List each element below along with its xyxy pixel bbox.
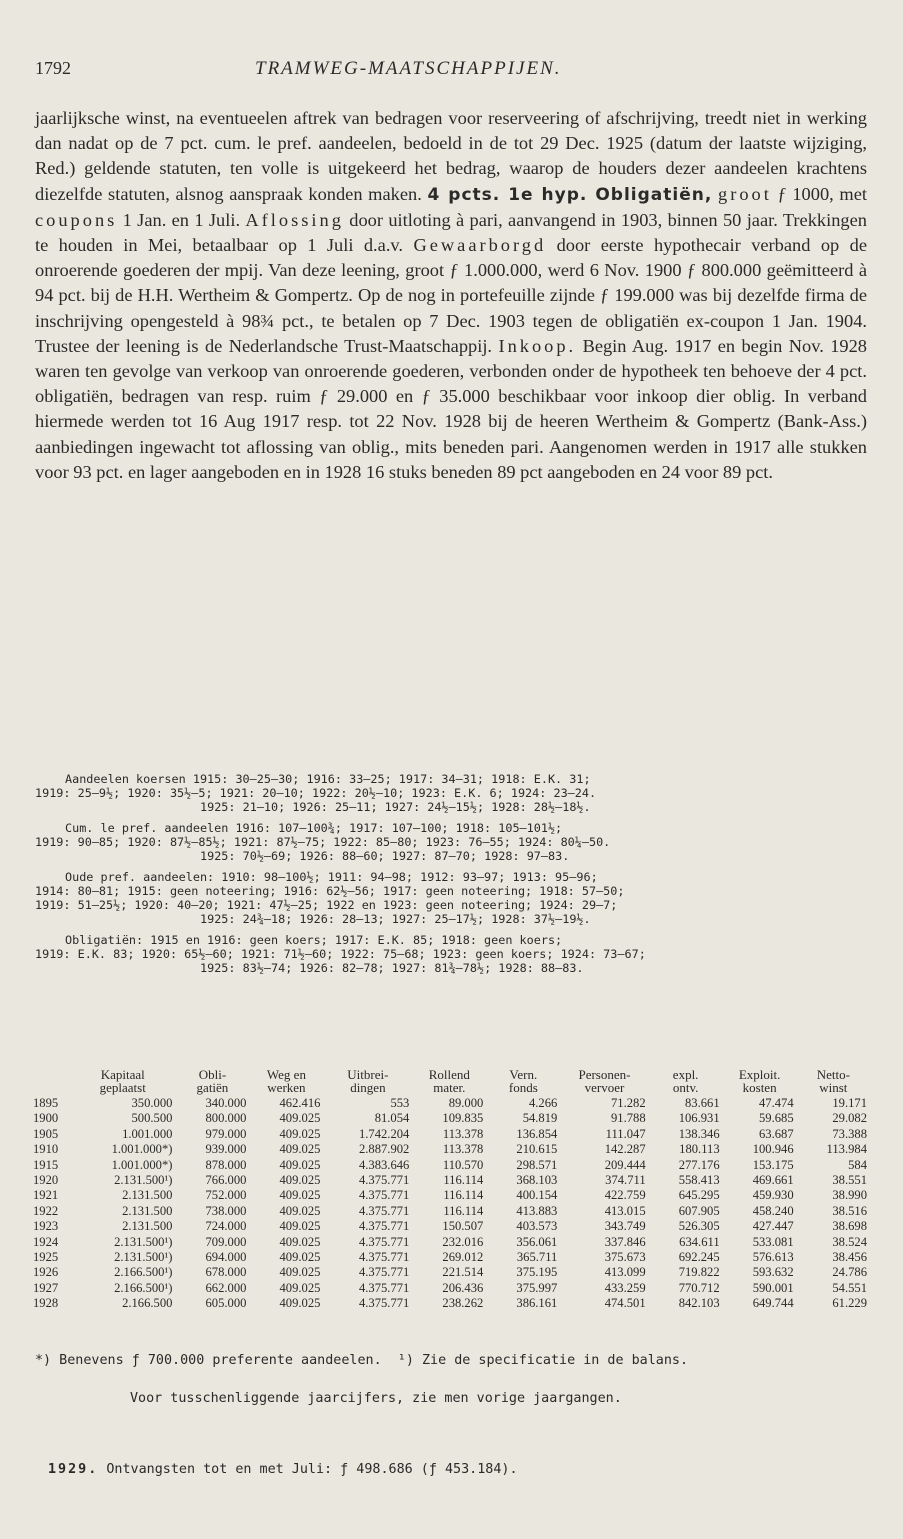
quotation-line: 1919: 51—25½; 1920: 40—20; 1921: 47½—25; 1922 en 1923: geen noteering; 1924: 29—7; (35, 898, 618, 912)
table-cell: 526.305 (678, 1219, 720, 1234)
table-cell: 409.025 (279, 1126, 321, 1141)
table-cell: 374.711 (605, 1173, 646, 1188)
column-header (412, 1068, 486, 1096)
page-number: 1792 (35, 58, 71, 78)
table-cell: 2.131.500¹) (114, 1173, 173, 1188)
table-cell: 719.822 (678, 1265, 720, 1280)
table-cell: 386.161 (516, 1296, 558, 1311)
table-cell: 607.905 (678, 1203, 720, 1218)
bond-heading: 4 pcts. 1e hyp. Obligatiën, (427, 184, 713, 205)
column-header-line: Obli- (198, 1067, 227, 1082)
table-cell: 4.375.771 (358, 1280, 410, 1295)
table-cell: 590.001 (752, 1280, 794, 1295)
table-cell: 4.375.771 (358, 1188, 410, 1203)
table-cell: 1.742.204 (358, 1126, 410, 1141)
spaced-term-coupons: coupons (35, 209, 118, 230)
column-header-line: vervoer (584, 1080, 625, 1095)
column-header (30, 1068, 70, 1096)
column-header-line: mater. (433, 1080, 466, 1095)
column-header (175, 1068, 249, 1096)
quotation-line: 1919: 25—9½; 1920: 35½—5; 1921: 20—10; 1922: 20½—10; 1923: E.K. 6; 1924: 23—24. (35, 786, 597, 800)
table-cell: 209.444 (604, 1157, 646, 1172)
paragraph-text: Begin Aug. 1917 en begin Nov. 1928 waren ten gevolge van verkoop van onroerende goederen, verbonden onder de hypotheek ten behoeve der 4 pct. obligatiën, bedragen van resp. ruim ƒ 29.000 en ƒ 35.000 beschikbaar voor inkoop dier oblig. In verband hiermede werden tot 16 Aug 1917 resp. tot 22 Nov. 1928 bij de heeren Wertheim & Gompertz (Bank-Ass.) aanbiedingen ingewacht tot aflossing van oblig., mits beneden pari. Aangenomen werden in 1917 alle stukken voor 93 pct. en lager aangeboden en in 1928 16 stuks beneden 89 pct aangeboden en 24 voor 89 pct. (35, 335, 867, 482)
quotation-block-cum-pref (35, 821, 867, 863)
table-cell: 38.551 (832, 1173, 867, 1188)
table-cell: 221.514 (442, 1265, 484, 1280)
table-cell: 298.571 (516, 1157, 558, 1172)
table-cell: 409.025 (279, 1142, 321, 1157)
interim-receipts (48, 1462, 518, 1477)
table-body (30, 1096, 870, 1312)
table-cell: 59.685 (758, 1111, 794, 1126)
table-cell: 113.378 (442, 1126, 484, 1141)
table-cell: 469.661 (752, 1173, 794, 1188)
main-paragraph (35, 106, 867, 485)
financial-table (30, 1068, 870, 1312)
table-cell: 113.984 (826, 1142, 867, 1157)
column-header-line: Vern. (509, 1067, 538, 1082)
column-header (723, 1068, 797, 1096)
table-cell: 136.854 (516, 1126, 558, 1141)
year-cell: 1922 (33, 1203, 59, 1218)
table-cell: 400.154 (516, 1188, 558, 1203)
table-cell: 2.166.500¹) (114, 1280, 173, 1295)
table-row (30, 1235, 870, 1250)
table-cell: 71.282 (610, 1096, 646, 1110)
table-cell: 709.000 (205, 1234, 247, 1249)
bond-heading-size: groot (718, 183, 772, 204)
table-cell: 584 (848, 1157, 867, 1172)
table-cell: 1.001.000*) (111, 1142, 173, 1157)
table-row (30, 1265, 870, 1280)
table-row (30, 1250, 870, 1265)
table-cell: 269.012 (442, 1250, 484, 1265)
table-cell: 409.025 (279, 1203, 321, 1218)
table-cell: 1.001.000*) (111, 1157, 173, 1172)
table-cell: 91.788 (610, 1111, 646, 1126)
table-cell: 116.114 (443, 1188, 484, 1203)
column-header-line: werken (267, 1080, 306, 1095)
table-cell: 533.081 (752, 1234, 794, 1249)
table-row (30, 1111, 870, 1126)
column-header (486, 1068, 560, 1096)
column-header-line: fonds (508, 1080, 538, 1095)
table-cell: 2.887.902 (358, 1142, 410, 1157)
table-cell: 38.990 (832, 1188, 867, 1203)
table-cell: 368.103 (516, 1173, 558, 1188)
table-cell: 409.025 (279, 1219, 321, 1234)
table-cell: 576.613 (752, 1250, 794, 1265)
column-header-line: ontv. (672, 1080, 699, 1095)
table-cell: 1.001.000 (122, 1126, 173, 1141)
quotation-block-aandeelen (35, 772, 867, 814)
table-row (30, 1219, 870, 1234)
table-cell: 409.025 (279, 1188, 321, 1203)
table-cell: 409.025 (279, 1111, 321, 1126)
quotation-line: 1925: 21—10; 1926: 25—11; 1927: 24½—15½; 1928: 28½—18½. (200, 800, 591, 814)
table-cell: 116.114 (443, 1203, 484, 1218)
column-header-line: gatiën (196, 1080, 229, 1095)
column-header-line: Rollend (428, 1067, 470, 1082)
table-cell: 4.375.771 (358, 1296, 410, 1311)
column-header-line: Kapitaal (100, 1067, 145, 1082)
table-cell: 113.378 (442, 1142, 484, 1157)
table-cell: 375.195 (516, 1265, 558, 1280)
table-cell: 110.570 (442, 1157, 484, 1172)
table-row (30, 1188, 870, 1203)
table-cell: 2.131.500 (122, 1203, 173, 1218)
table-cell: 38.698 (832, 1219, 867, 1234)
page-header (35, 58, 870, 86)
year-cell: 1921 (33, 1188, 59, 1203)
table-cell: 752.000 (205, 1188, 247, 1203)
table-cell: 766.000 (205, 1173, 247, 1188)
table-cell: 409.025 (279, 1250, 321, 1265)
table-cell: 2.131.500¹) (114, 1234, 173, 1249)
column-header (249, 1068, 323, 1096)
table-row (30, 1096, 870, 1111)
table-cell: 54.819 (522, 1111, 558, 1126)
table-cell: 878.000 (205, 1157, 247, 1172)
quotation-line: Cum. le pref. aandeelen 1916: 107—100¾; 1917: 107—100; 1918: 105—101½; (65, 821, 563, 835)
table-cell: 232.016 (442, 1234, 484, 1249)
table-row (30, 1142, 870, 1157)
running-title: TRAMWEG-MAATSCHAPPIJEN. (255, 58, 562, 79)
table-cell: 409.025 (279, 1157, 321, 1172)
table-cell: 375.673 (604, 1250, 646, 1265)
column-header-line: Netto- (816, 1067, 850, 1082)
table-cell: 38.456 (832, 1250, 867, 1265)
column-header (649, 1068, 723, 1096)
quotation-block-obligatien (35, 933, 867, 975)
table-cell: 409.025 (279, 1296, 321, 1311)
quotation-block-oude-pref (35, 870, 867, 926)
table-cell: 427.447 (752, 1219, 794, 1234)
table-cell: 409.025 (279, 1280, 321, 1295)
table-cell: 2.166.500¹) (114, 1265, 173, 1280)
price-quotations (35, 772, 867, 982)
table-row (30, 1158, 870, 1173)
quotation-line: Oude pref. aandeelen: 1910: 98—100½; 1911: 94—98; 1912: 93—97; 1913: 95—96; (65, 870, 598, 884)
table-cell: 63.687 (758, 1126, 794, 1141)
table-cell: 4.375.771 (358, 1234, 410, 1249)
table-cell: 553 (390, 1096, 410, 1110)
table-cell: 422.759 (604, 1188, 646, 1203)
table-cell: 4.266 (528, 1096, 558, 1110)
table-cell: 150.507 (442, 1219, 484, 1234)
year-cell: 1900 (33, 1111, 59, 1126)
column-header-line: Weg en (266, 1067, 306, 1082)
footnote-line: *) Benevens ƒ 700.000 preferente aandeelen. ¹) Zie de specificatie in de balans. (35, 1353, 689, 1368)
column-header-line: kosten (742, 1080, 777, 1095)
table-cell: 800.000 (205, 1111, 247, 1126)
table-cell: 2.131.500 (122, 1188, 173, 1203)
table-cell: 24.786 (832, 1265, 867, 1280)
year-cell: 1895 (33, 1096, 59, 1110)
table-cell: 153.175 (752, 1157, 794, 1172)
table-cell: 83.661 (684, 1096, 720, 1110)
table-cell: 459.930 (752, 1188, 794, 1203)
table-cell: 210.615 (516, 1142, 558, 1157)
table-cell: 2.131.500¹) (114, 1250, 173, 1265)
interim-text: Ontvangsten tot en met Juli: ƒ 498.686 (ƒ 453.184). (106, 1462, 518, 1477)
table-cell: 106.931 (678, 1111, 720, 1126)
table-cell: 350.000 (131, 1096, 173, 1110)
table-cell: 2.166.500 (122, 1296, 173, 1311)
table-cell: 724.000 (205, 1219, 247, 1234)
footnote-reference: Voor tusschenliggende jaarcijfers, zie men vorige jaargangen. (130, 1391, 622, 1406)
paragraph-text: jaarlijksche winst, na eventueelen aftrek van bedragen voor reserveering of afschrijving, treedt niet in werking dan nadat op de 7 pct. cum. le pref. aandeelen, bedoeld in de tot 29 Dec. 1925 (datum der laatste wijziging, Red.) geldende statuten, ten volle is uitgekeerd het bedrag, waarop de houders dezer aandeelen krachtens diezelfde statuten, alsnog aanspraak konden maken. (35, 108, 867, 204)
table-cell: 206.436 (442, 1280, 484, 1295)
quotation-line: 1925: 83½—74; 1926: 82—78; 1927: 81¾—78½; 1928: 88—83. (200, 961, 584, 975)
year-cell: 1924 (33, 1234, 59, 1249)
spaced-term-aflossing: Aflossing (245, 209, 344, 230)
column-header-line: geplaatst (99, 1080, 146, 1095)
paragraph-text: door uitloting à pari, aanvangend in 1903, binnen 50 jaar. Trekkingen te houden in Mei, betaalbaar op 1 Juli d.a.v. (35, 209, 867, 256)
column-header-line: winst (819, 1080, 848, 1095)
table-cell: 277.176 (678, 1157, 720, 1172)
table-cell: 634.611 (679, 1234, 720, 1249)
table-cell: 413.883 (516, 1203, 558, 1218)
table-cell: 2.131.500 (122, 1219, 173, 1234)
table-cell: 54.551 (832, 1280, 867, 1295)
quotation-line: Obligatiën: 1915 en 1916: geen koers; 1917: E.K. 85; 1918: geen koers; (65, 933, 563, 947)
table-cell: 462.416 (279, 1096, 321, 1110)
year-cell: 1925 (33, 1250, 59, 1265)
table-cell: 356.061 (516, 1234, 558, 1249)
table-cell: 138.346 (678, 1126, 720, 1141)
table-cell: 238.262 (442, 1296, 484, 1311)
column-header-line: Personen- (578, 1067, 631, 1082)
quotation-line: 1925: 24¾—18; 1926: 28—13; 1927: 25—17½; 1928: 37½—19½. (200, 912, 591, 926)
paragraph-text: ƒ 1000, met (777, 183, 867, 204)
table-cell: 180.113 (679, 1142, 720, 1157)
year-cell: 1923 (33, 1219, 59, 1234)
table-cell: 979.000 (205, 1126, 247, 1141)
table-cell: 61.229 (832, 1296, 867, 1311)
table-cell: 649.744 (752, 1296, 794, 1311)
table-cell: 939.000 (205, 1142, 247, 1157)
table-cell: 81.054 (374, 1111, 410, 1126)
year-cell: 1920 (33, 1173, 59, 1188)
column-header-line: Exploit. (738, 1067, 781, 1082)
table-cell: 413.015 (604, 1203, 646, 1218)
table-cell: 343.749 (604, 1219, 646, 1234)
table-cell: 340.000 (205, 1096, 247, 1110)
table-cell: 770.712 (678, 1280, 720, 1295)
table-cell: 458.240 (752, 1203, 794, 1218)
year-cell: 1915 (33, 1157, 59, 1172)
table-cell: 409.025 (279, 1234, 321, 1249)
table-cell: 413.099 (604, 1265, 646, 1280)
year-cell: 1928 (33, 1296, 59, 1311)
table-cell: 409.025 (279, 1265, 321, 1280)
table-row (30, 1281, 870, 1296)
spaced-term-inkoop: Inkoop. (498, 335, 577, 356)
quotation-line: 1925: 70½—69; 1926: 88—60; 1927: 87—70; 1928: 97—83. (200, 849, 570, 863)
table-cell: 694.000 (205, 1250, 247, 1265)
table-cell: 4.375.771 (358, 1173, 410, 1188)
year-cell: 1905 (33, 1126, 59, 1141)
year-cell: 1910 (33, 1142, 59, 1157)
footnotes (35, 1352, 870, 1406)
table-cell: 29.082 (832, 1111, 867, 1126)
table-cell: 409.025 (279, 1173, 321, 1188)
column-header-line: Uitbrei- (347, 1067, 389, 1082)
table-cell: 662.000 (205, 1280, 247, 1295)
quotation-line: 1919: E.K. 83; 1920: 65½—60; 1921: 71½—60; 1922: 75—68; 1923: geen koers; 1924: 73—67; (35, 947, 646, 961)
table-cell: 116.114 (443, 1173, 484, 1188)
quotation-line: 1919: 90—85; 1920: 87½—85½; 1921: 87½—75; 1922: 85—80; 1923: 76—55; 1924: 80¼—50. (35, 835, 611, 849)
table-cell: 645.295 (678, 1188, 720, 1203)
table-cell: 692.245 (678, 1250, 720, 1265)
table-header-row (30, 1068, 870, 1096)
column-header-line: expl. (672, 1067, 699, 1082)
table-cell: 47.474 (758, 1096, 794, 1110)
table-cell: 38.524 (832, 1234, 867, 1249)
table-cell: 375.997 (516, 1280, 558, 1295)
table-cell: 142.287 (604, 1142, 646, 1157)
paragraph-text: door eerste hypothecair verband op de onroerende goederen der mpij. Van deze leening, groot ƒ 1.000.000, werd 6 Nov. 1900 ƒ 800.000 geëmitteerd à 94 pct. bij de H.H. Wertheim & Gompertz. Op de nog in portefeuille zijnde ƒ 199.000 was bij dezelfde firma de inschrijving opengesteld à 98¾ pct., te betalen op 7 Dec. 1903 tegen de obligatiën ex-coupon 1 Jan. 1904. Trustee der leening is de Nederlandsche Trust-Maatschappij. (35, 235, 867, 356)
table-cell: 4.375.771 (358, 1219, 410, 1234)
table-cell: 605.000 (205, 1296, 247, 1311)
table-cell: 4.375.771 (358, 1265, 410, 1280)
quotation-line: Aandeelen koersen 1915: 30—25—30; 1916: 33—25; 1917: 34—31; 1918: E.K. 31; (65, 772, 591, 786)
table-cell: 403.573 (516, 1219, 558, 1234)
table-cell: 4.375.771 (358, 1203, 410, 1218)
table-cell: 111.047 (605, 1126, 646, 1141)
table-cell: 109.835 (442, 1111, 484, 1126)
table-cell: 678.000 (205, 1265, 247, 1280)
table-cell: 4.375.771 (358, 1250, 410, 1265)
paragraph-text: 1 Jan. en 1 Juli. (122, 209, 241, 230)
table-cell: 89.000 (448, 1096, 484, 1110)
table-cell: 558.413 (678, 1173, 720, 1188)
year-cell: 1926 (33, 1265, 59, 1280)
interim-year: 1929. (48, 1462, 99, 1477)
column-header (797, 1068, 870, 1096)
table-row (30, 1127, 870, 1142)
table-row (30, 1173, 870, 1188)
table-row (30, 1204, 870, 1219)
column-header (323, 1068, 412, 1096)
table-cell: 365.711 (516, 1250, 558, 1265)
column-header (70, 1068, 175, 1096)
table-cell: 38.516 (832, 1203, 867, 1218)
table-cell: 593.632 (752, 1265, 794, 1280)
column-header (560, 1068, 648, 1096)
table-cell: 19.171 (832, 1096, 867, 1110)
table-cell: 4.383.646 (358, 1157, 410, 1172)
spaced-term-gewaarborgd: Gewaarborgd (413, 235, 547, 256)
year-cell: 1927 (33, 1280, 59, 1295)
table-cell: 73.388 (832, 1126, 867, 1141)
quotation-line: 1914: 80—81; 1915: geen noteering; 1916: 62½—56; 1917: geen noteering; 1918: 57—50; (35, 884, 625, 898)
table-cell: 337.846 (604, 1234, 646, 1249)
table-cell: 500.500 (131, 1111, 173, 1126)
table-cell: 842.103 (678, 1296, 720, 1311)
table-cell: 738.000 (205, 1203, 247, 1218)
table-cell: 474.501 (604, 1296, 646, 1311)
table-cell: 433.259 (604, 1280, 646, 1295)
table-row (30, 1296, 870, 1311)
column-header-line: dingen (350, 1080, 386, 1095)
table-cell: 100.946 (752, 1142, 794, 1157)
